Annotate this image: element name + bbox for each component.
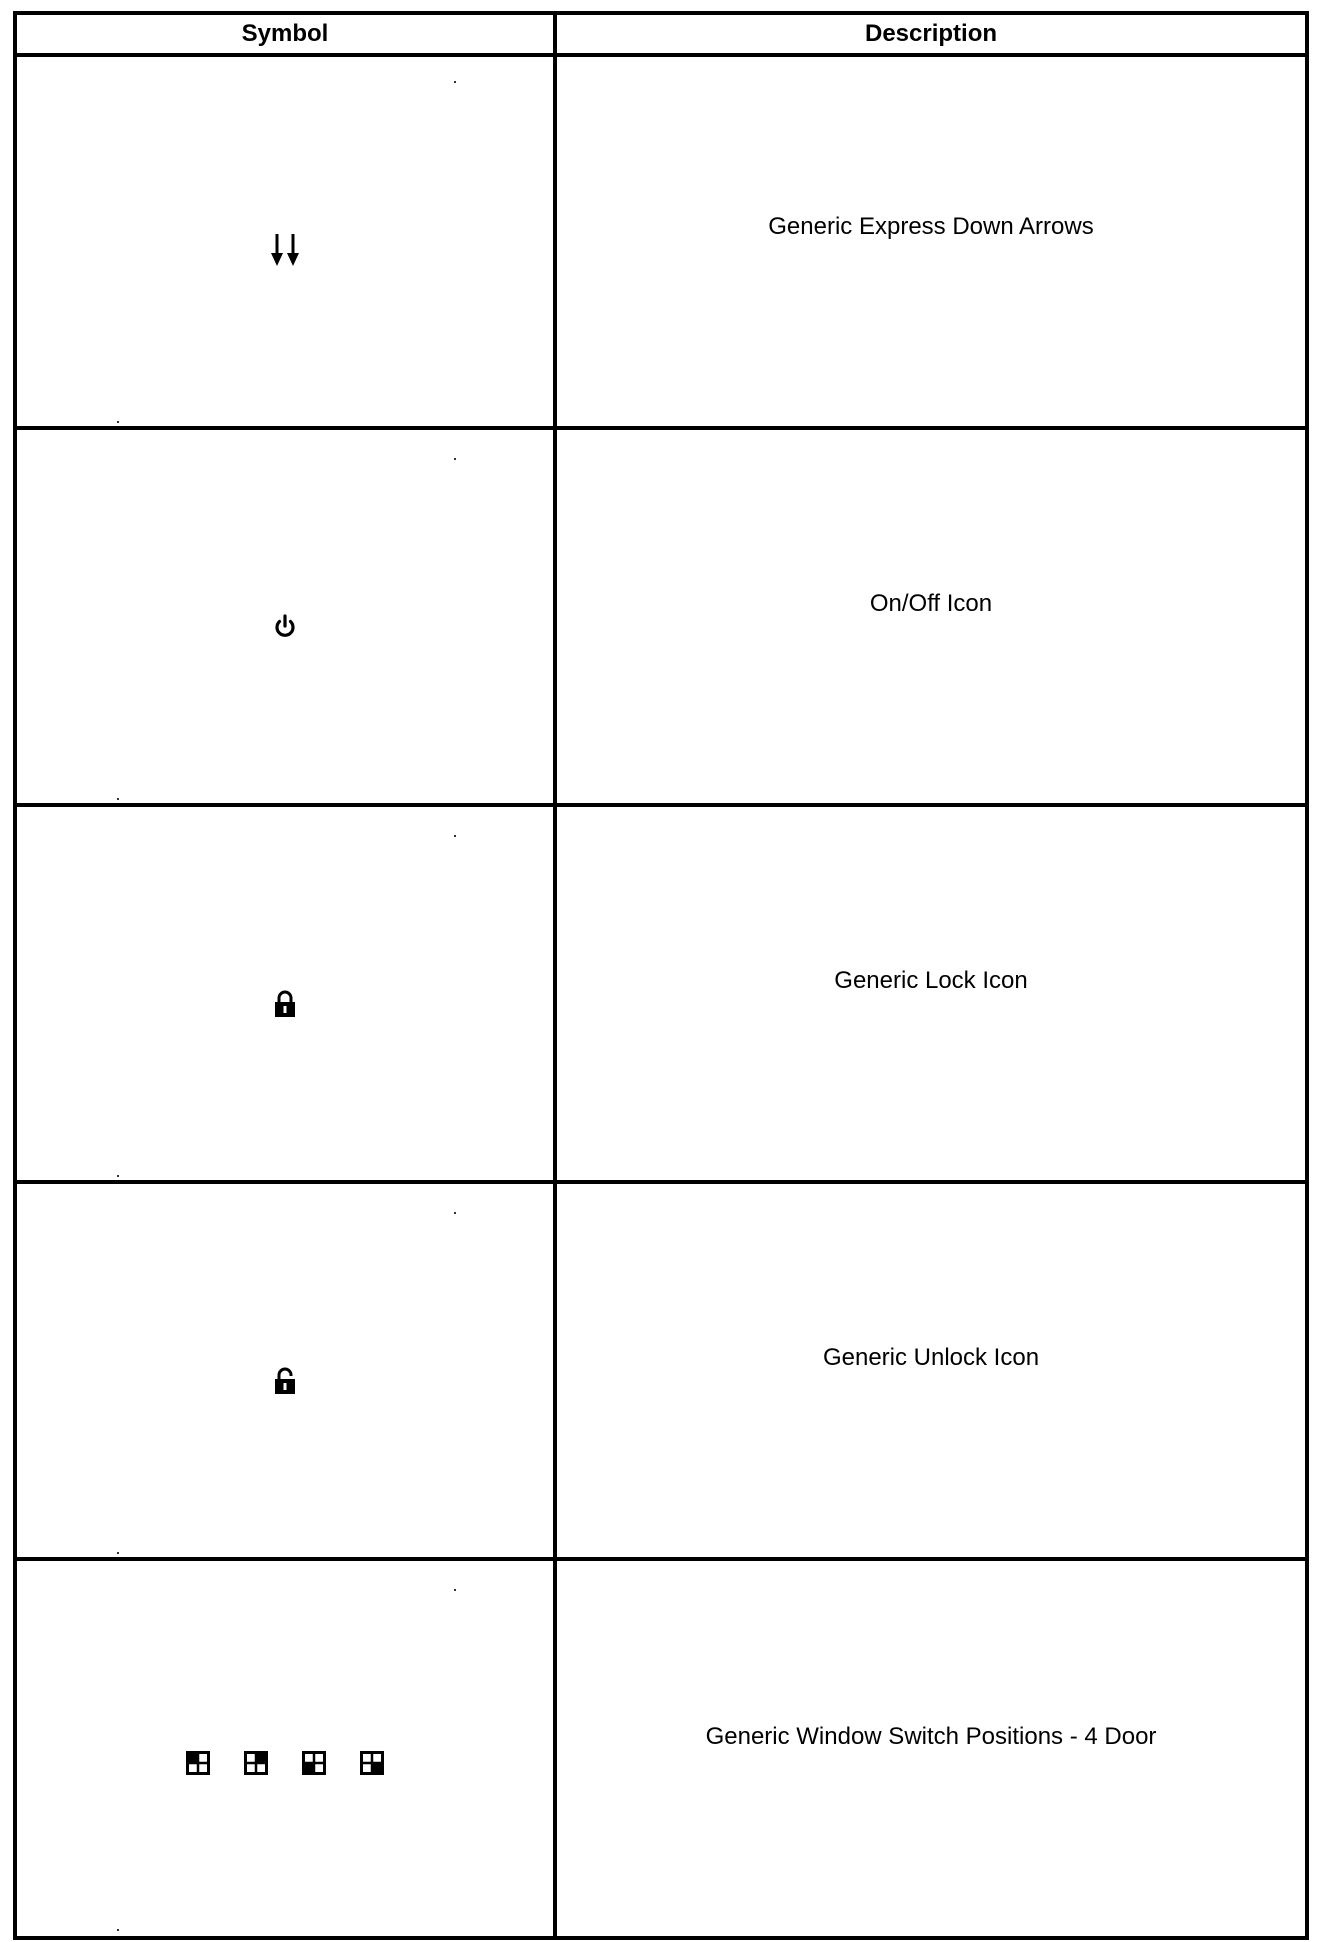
table-row bbox=[17, 1561, 1305, 1938]
header-symbol: Symbol bbox=[241, 20, 329, 47]
symbol-cell bbox=[17, 53, 553, 426]
window-front-left-icon bbox=[186, 1751, 210, 1775]
unlock-icon bbox=[273, 1367, 297, 1400]
header-description: Description bbox=[864, 20, 998, 47]
table-row bbox=[17, 1184, 1305, 1561]
description-cell: Generic Express Down Arrows bbox=[768, 212, 1094, 240]
symbol-table bbox=[13, 11, 1309, 1940]
description-cell: Generic Unlock Icon bbox=[822, 1343, 1040, 1371]
window-rear-left-icon bbox=[302, 1751, 326, 1775]
description-cell: Generic Window Switch Positions - 4 Door bbox=[705, 1722, 1157, 1750]
symbol-cell bbox=[17, 1184, 553, 1557]
express-down-arrows-icon bbox=[268, 233, 302, 272]
window-front-right-icon bbox=[244, 1751, 268, 1775]
symbol-cell bbox=[17, 430, 553, 803]
table-row bbox=[17, 430, 1305, 807]
lock-icon bbox=[273, 990, 297, 1023]
description-cell: On/Off Icon bbox=[869, 589, 993, 617]
power-icon bbox=[272, 614, 298, 645]
window-rear-right-icon bbox=[360, 1751, 384, 1775]
table-row bbox=[17, 807, 1305, 1184]
symbol-cell bbox=[17, 1561, 553, 1938]
window-switch-positions-icon bbox=[186, 1751, 384, 1775]
symbol-cell bbox=[17, 807, 553, 1180]
table-header bbox=[17, 15, 1305, 57]
description-cell: Generic Lock Icon bbox=[834, 966, 1028, 994]
table-row bbox=[17, 53, 1305, 430]
